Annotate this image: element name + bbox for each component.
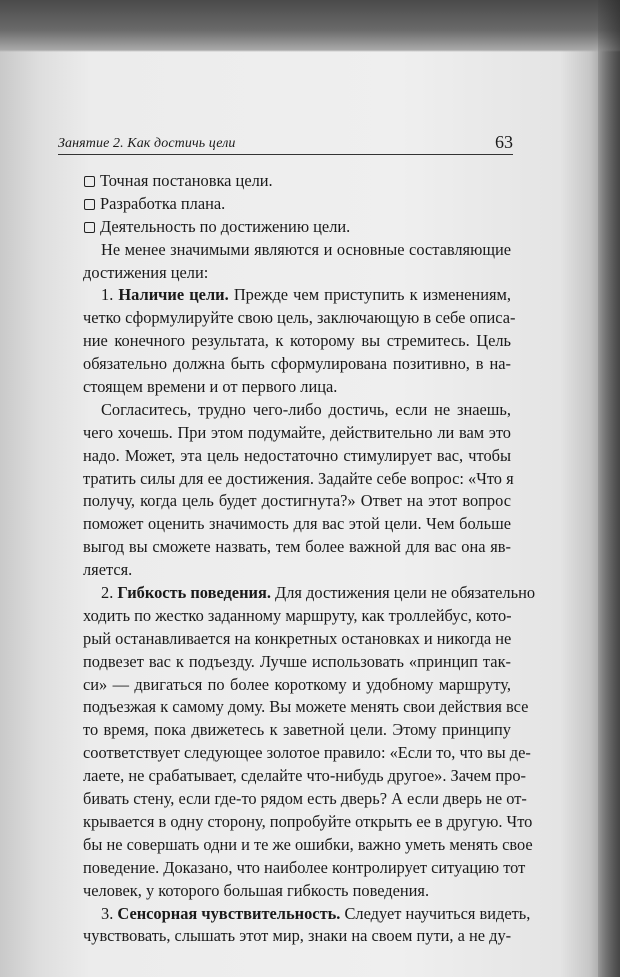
text-line: бивать стену, если где-то рядом есть дверь? А если дверь не от- bbox=[83, 789, 527, 809]
text-line: обязательно должна быть сформулирована позитивно, в на- bbox=[83, 354, 511, 374]
checkbox-bullet-icon bbox=[84, 222, 95, 233]
item-heading-line bbox=[83, 903, 531, 926]
text-line: получу, когда цель будет достигнута?» Ответ на этот вопрос bbox=[83, 491, 511, 511]
text-line: человек, у которого большая гибкость поведения. bbox=[83, 880, 430, 900]
item-number: 2. bbox=[101, 583, 114, 603]
text-line: крывается в одну сторону, попробуйте открыть ее в другую. Что bbox=[83, 811, 533, 831]
scan-top-shadow bbox=[0, 0, 620, 52]
text-line: Согласитесь, трудно чего-либо достичь, если не знаешь, bbox=[101, 399, 511, 419]
text-line: четко сформулируйте свою цель, заключающую в себе описа- bbox=[83, 308, 516, 328]
item-text: Следует научиться видеть, bbox=[344, 903, 531, 923]
item-text: Для достижения цели не обязательно bbox=[275, 583, 536, 603]
running-head: Занятие 2. Как достичь цели bbox=[58, 136, 236, 151]
text-line: поможет оценить значимость для вас этой цели. Чем больше bbox=[83, 514, 511, 534]
item-text: Прежде чем приступить к изменениям, bbox=[233, 285, 511, 305]
page-header bbox=[58, 134, 513, 154]
item-number: 3. bbox=[101, 903, 114, 923]
header-rule bbox=[58, 154, 513, 155]
text-line: чувствовать, слышать этот мир, знаки на своем пути, а не ду- bbox=[83, 926, 512, 946]
item-heading: Гибкость поведения. bbox=[117, 583, 271, 603]
item-heading-line bbox=[83, 284, 511, 307]
text-line: ляется. bbox=[83, 560, 133, 580]
text-line: бы не совершать одни и те же ошибки, важно уметь менять свое bbox=[83, 834, 533, 854]
text-line: поведение. Доказано, что наиболее контролирует ситуацию тот bbox=[83, 857, 526, 877]
item-heading: Сенсорная чувствительность. bbox=[117, 903, 341, 923]
bullet-text: Разработка плана. bbox=[100, 193, 226, 213]
text-line: лаете, не срабатывает, сделайте что-нибудь другое». Зачем про- bbox=[83, 766, 526, 786]
bullet-item bbox=[83, 193, 511, 216]
text-line: соответствует следующее золотое правило: «Если то, что вы де- bbox=[83, 743, 531, 763]
checkbox-bullet-icon bbox=[84, 199, 95, 210]
item-heading: Наличие цели. bbox=[118, 285, 229, 305]
text-line: ходить по жестко заданному маршруту, как троллейбус, кото- bbox=[83, 605, 512, 625]
text-line: чего хочешь. При этом подумайте, действительно ли вам это bbox=[83, 422, 511, 442]
text-line: то время, пока движетесь к заветной цели. Этому принципу bbox=[83, 720, 511, 740]
text-line: тратить силы для ее достижения. Задайте себе вопрос: «Что я bbox=[83, 468, 514, 488]
text-line: си» — двигаться по более короткому и удобному маршруту, bbox=[83, 674, 511, 694]
bullet-item bbox=[83, 216, 511, 239]
text-line: подъезжая к самому дому. Вы можете менять свои действия все bbox=[83, 697, 529, 717]
text-line: достижения цели: bbox=[83, 262, 209, 282]
item-heading-line bbox=[83, 582, 536, 605]
text-line: подвезет вас к подъезду. Лучше использовать «принцип так- bbox=[83, 651, 511, 671]
page-number: 63 bbox=[495, 132, 513, 152]
checkbox-bullet-icon bbox=[84, 176, 95, 187]
text-line: выгод вы сможете назвать, тем более важной для вас она яв- bbox=[83, 537, 511, 557]
bullet-item bbox=[83, 170, 511, 193]
text-line: рый останавливается на конкретных остановках и никогда не bbox=[83, 628, 512, 648]
text-line: Не менее значимыми являются и основные составляющие bbox=[101, 239, 511, 259]
text-line: стоящем времени и от первого лица. bbox=[83, 377, 338, 397]
page-gutter-shadow bbox=[598, 0, 620, 977]
body-text bbox=[83, 170, 536, 948]
text-line: ние конечного результата, к которому вы стремитесь. Цель bbox=[83, 331, 511, 351]
item-number: 1. bbox=[101, 285, 114, 305]
bullet-text: Деятельность по достижению цели. bbox=[100, 216, 351, 236]
bullet-text: Точная постановка цели. bbox=[100, 171, 273, 190]
text-line: надо. Может, эта цель недостаточно стимулирует вас, чтобы bbox=[83, 445, 511, 465]
